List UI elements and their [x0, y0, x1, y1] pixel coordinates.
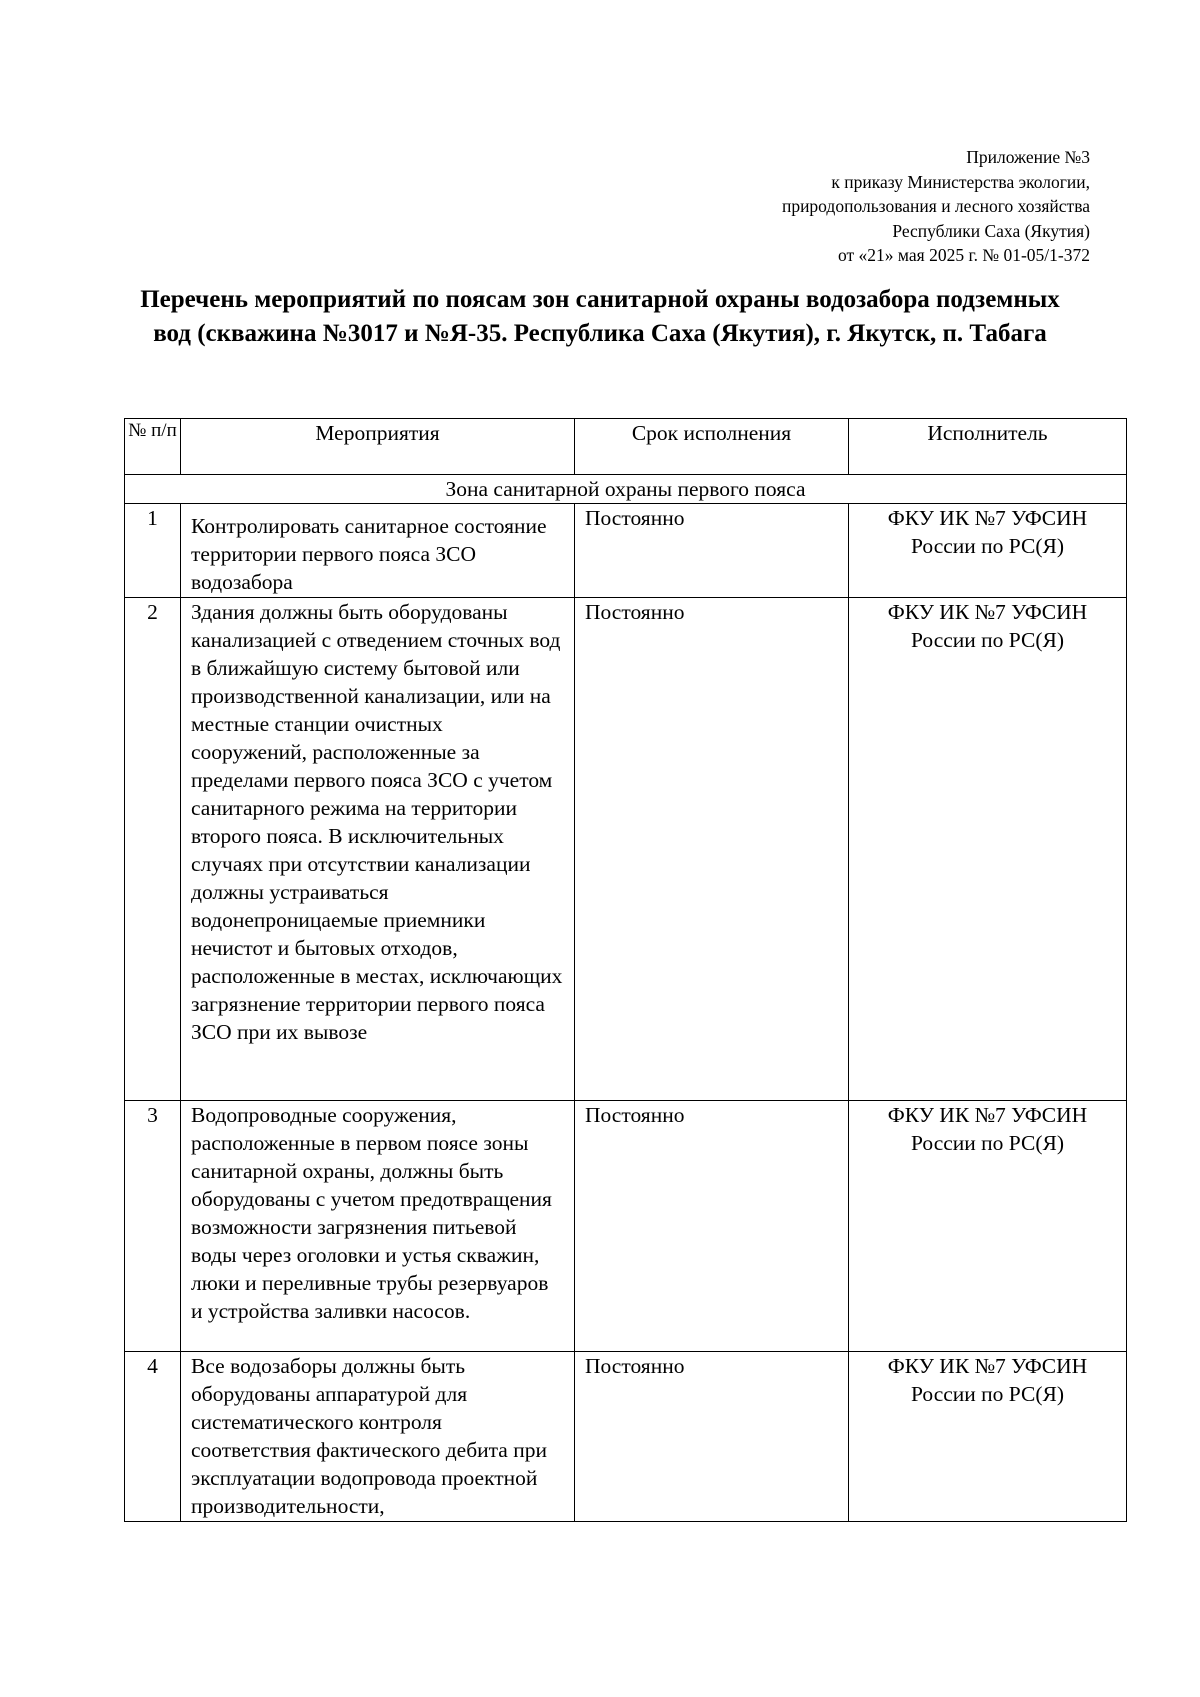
measures-table [124, 418, 1127, 1522]
row-executor: ФКУ ИК №7 УФСИН России по РС(Я) [849, 504, 1127, 598]
table-row [125, 598, 1127, 1101]
row-measure: Контролировать санитарное состояние территории первого пояса ЗСО водозабора [181, 504, 575, 598]
document-title: Перечень мероприятий по поясам зон санитарной охраны водозабора подземных вод (скважина №3017 и №Я-35. Республика Саха (Якутия), г. Якутск, п. Табага [140, 286, 1060, 347]
appendix-line: от «21» мая 2025 г. № 01-05/1-372 [838, 245, 1090, 265]
row-executor: ФКУ ИК №7 УФСИН России по РС(Я) [849, 598, 1127, 1101]
table-header-row [125, 419, 1127, 475]
header-term: Срок исполнения [575, 419, 849, 475]
appendix-line: к приказу Министерства экологии, [831, 171, 1090, 192]
appendix-block [782, 145, 1090, 268]
row-term: Постоянно [575, 598, 849, 1101]
row-num: 2 [125, 598, 181, 1101]
header-executor: Исполнитель [849, 419, 1127, 475]
appendix-line: Республики Саха (Якутия) [892, 220, 1090, 241]
row-num: 3 [125, 1101, 181, 1352]
table-row [125, 504, 1127, 598]
row-executor: ФКУ ИК №7 УФСИН России по РС(Я) [849, 1352, 1127, 1522]
table-row [125, 1352, 1127, 1522]
appendix-line: Приложение №3 [966, 147, 1090, 167]
row-measure: Водопроводные сооружения, расположенные в первом поясе зоны санитарной охраны, должны быть оборудованы с учетом предотвращения возможности загрязнения питьевой воды через оголовки и устья скважин, люки и переливные трубы резервуаров и устройства заливки насосов. [181, 1101, 575, 1352]
table-row [125, 1101, 1127, 1352]
row-measure: Здания должны быть оборудованы канализацией с отведением сточных вод в ближайшую систему бытовой или производственной канализации, или на местные станции очистных сооружений, расположенные за пределами первого пояса ЗСО с учетом санитарного режима на территории второго пояса. В исключительных случаях при отсутствии канализации должны устраиваться водонепроницаемые приемники нечистот и бытовых отходов, расположенные в местах, исключающих загрязнение территории первого пояса ЗСО при их вывозе [181, 598, 575, 1101]
row-num: 4 [125, 1352, 181, 1522]
zone-heading: Зона санитарной охраны первого пояса [125, 475, 1127, 504]
zone-heading-row [125, 475, 1127, 504]
row-term: Постоянно [575, 1352, 849, 1522]
row-term: Постоянно [575, 504, 849, 598]
header-measures: Мероприятия [181, 419, 575, 475]
row-measure: Все водозаборы должны быть оборудованы аппаратурой для систематического контроля соответствия фактического дебита при эксплуатации водопровода проектной производительности, [181, 1352, 575, 1522]
row-term: Постоянно [575, 1101, 849, 1352]
appendix-line: природопользования и лесного хозяйства [781, 196, 1090, 216]
row-executor: ФКУ ИК №7 УФСИН России по РС(Я) [849, 1101, 1127, 1352]
row-num: 1 [125, 504, 181, 598]
header-num: № п/п [125, 419, 181, 475]
